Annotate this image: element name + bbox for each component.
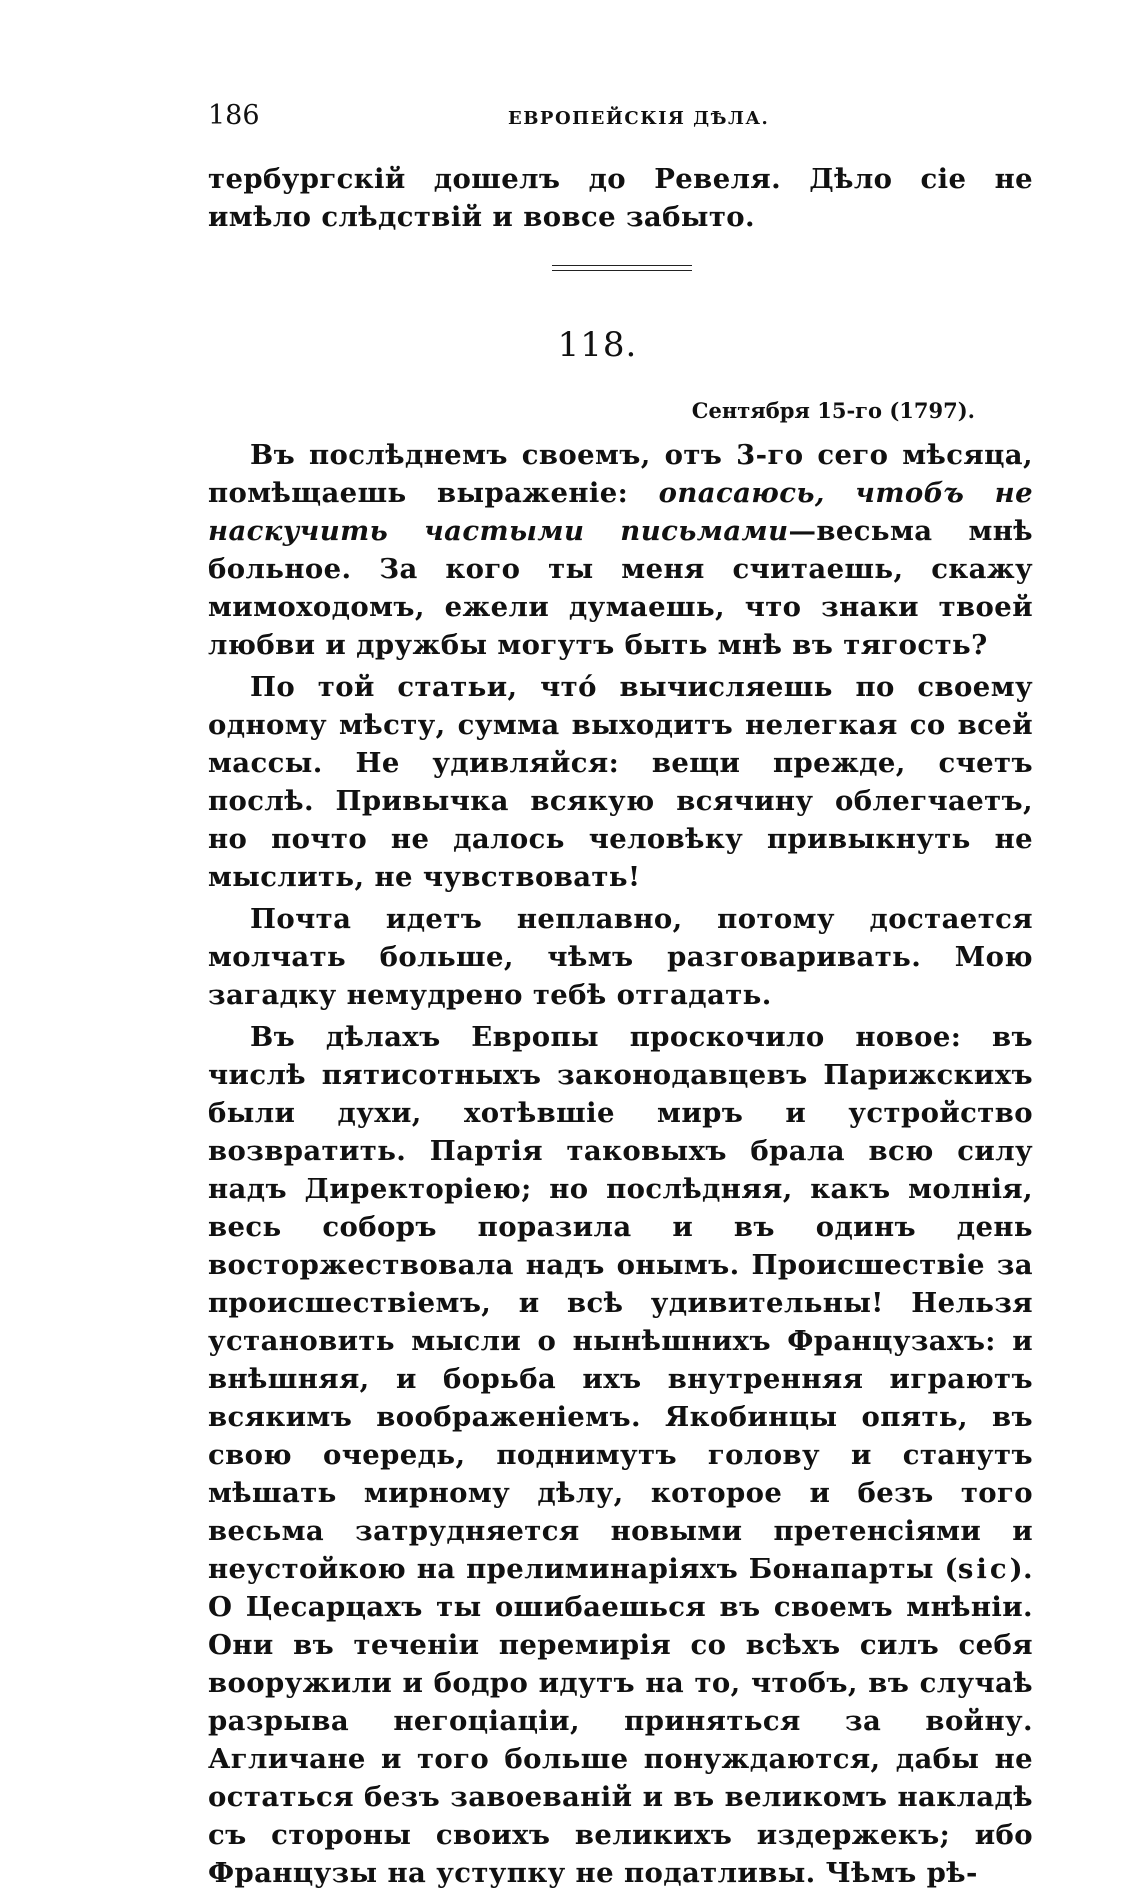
paragraph-4: Въ дѣлахъ Европы проскочило новое: въ числѣ пятисотныхъ законодавцевъ Парижскихъ были духи, хотѣвшіе миръ и устройство возвратить. Партія таковыхъ брала всю силу надъ Директоріею; но послѣдняя, какъ молнія, весь соборъ поразила и въ одинъ день восторжествовала надъ онымъ. Происшествіе за происшествіемъ, и всѣ удивительны! Нельзя установить мысли о нынѣшнихъ Французахъ: и внѣшняя, и борьба ихъ внутренняя играютъ всякимъ воображеніемъ. Якобинцы опять, въ свою очередь, поднимутъ голову и станутъ мѣшать мирному дѣлу, которое и безъ того весьма затрудняется новыми претенсіями и неустойкою на прелиминаріяхъ Бонапарты (sic). О Цесарцахъ ты ошибаешься въ своемъ мнѣніи. Они въ теченіи перемирія со всѣхъ силъ себя вооружили и бодро идутъ на то, чтобъ, въ случаѣ разрыва негоціаціи, приняться за войну. Агличане и того больше понуждаются, дабы не остаться безъ завоеваній и въ великомъ накладѣ съ стороны своихъ великихъ издержекъ; ибо Французы на уступку не податливы. Чѣмъ рѣ- xyxy=(208,1021,1033,1889)
carryover-text: тербургскій дошелъ до Ревеля. Дѣло сіе не имѣло слѣдствій и вовсе забыто. xyxy=(208,163,1033,233)
letter-number: 118. xyxy=(557,325,638,365)
sic-note: sic xyxy=(957,1553,1010,1585)
page-number: 186 xyxy=(208,100,260,131)
paragraph-2: По той статьи, чтó вычисляешь по своему одному мѣсту, сумма выходитъ нелегкая со всей массы. Не удивляйся: вещи прежде, счетъ послѣ. Привычка всякую всячину облегчаетъ, но почто не далось человѣку привыкнуть не мыслить, не чувствовать! xyxy=(208,671,1033,893)
running-head: ЕВРОПЕЙСКІЯ ДѢЛА. xyxy=(508,108,770,129)
section-divider xyxy=(552,265,692,271)
letter-date: Сентября 15-го (1797). xyxy=(691,398,975,423)
paragraph-3: Почта идетъ неплавно, потому достается молчать больше, чѣмъ разговаривать. Мою загадку немудрено тебѣ отгадать. xyxy=(208,903,1033,1011)
page-header xyxy=(208,100,1023,140)
paragraph-1: Въ послѣднемъ своемъ, отъ 3-го сего мѣсяца, помѣщаешь выраженіе: опасаюсь, чтобъ не наскучить частыми письмами—весьма мнѣ больное. За кого ты меня считаешь, скажу мимоходомъ, ежели думаешь, что знаки твоей любви и дружбы могутъ быть мнѣ въ тягость? xyxy=(208,439,1034,661)
italic-quote: опасаюсь, чтобъ не наскучить частыми письмами xyxy=(208,477,1033,547)
letter-body xyxy=(208,436,1033,1896)
